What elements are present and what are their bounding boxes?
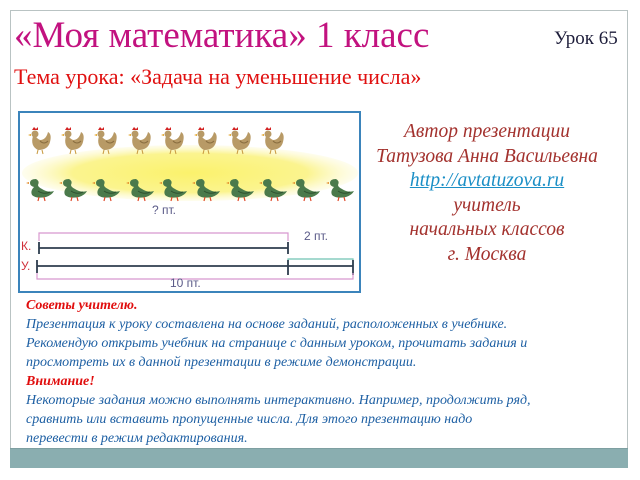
chicken-icon [28, 127, 51, 154]
row-chickens-label: К. [21, 239, 32, 253]
lesson-number: Урок 65 [554, 28, 618, 49]
slide-title: «Моя математика» 1 класс [14, 15, 430, 56]
teacher-notes [26, 296, 616, 448]
difference-label: 2 пт. [304, 229, 329, 243]
notes-text: сравнить или вставить пропущенные числа. Для этого презентацию надо [26, 412, 473, 427]
notes-text: просмотреть их в данной презентации в режиме демонстрации. [26, 355, 417, 370]
total-unknown-label: ? пт. [152, 203, 177, 217]
author-website-link[interactable]: http://avtatuzova.ru [409, 170, 565, 192]
author-role-detail: начальных классов [409, 219, 565, 241]
author-city: г. Москва [447, 243, 527, 265]
notes-text: Некоторые задания можно выполнять интерактивно. Например, продолжить ряд, [26, 393, 531, 408]
author-heading: Автор презентации [404, 121, 570, 142]
author-role: учитель [453, 194, 521, 216]
author-block [362, 120, 612, 268]
lesson-topic: Тема урока: «Задача на уменьшение числа» [14, 64, 422, 89]
row-ducks-label: У. [21, 259, 31, 273]
notes-text: перевести в режим редактирования. [26, 431, 248, 446]
notes-text: Рекомендую открыть учебник на странице с данным уроком, прочитать задания и [26, 336, 528, 351]
chicken-icon [61, 127, 84, 154]
total-ducks-label: 10 пт. [170, 276, 201, 290]
diagram-illustration [20, 113, 361, 293]
notes-heading-tips: Советы учителю. [26, 298, 138, 313]
notes-heading-attention: Внимание! [26, 374, 95, 389]
footer-bar [10, 448, 628, 468]
notes-text: Презентация к уроку составлена на основе заданий, расположенных в учебнике. [26, 317, 508, 332]
problem-diagram [18, 111, 361, 293]
author-name: Татузова Анна Васильевна [376, 145, 598, 167]
